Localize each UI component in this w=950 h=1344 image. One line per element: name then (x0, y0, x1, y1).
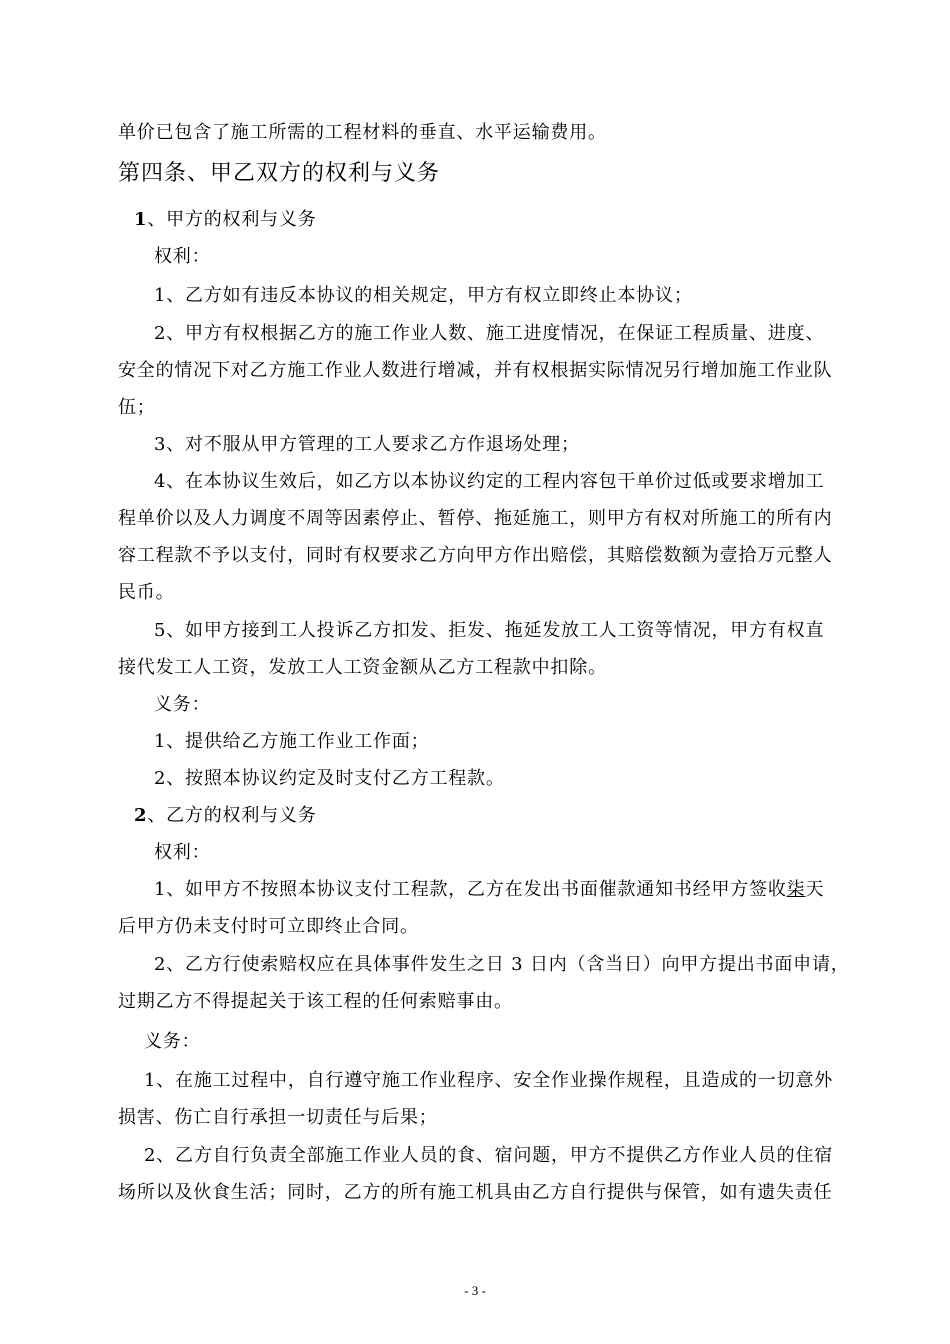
rights-label: 权利： (154, 842, 211, 863)
paragraph-line: 4、在本协议生效后，如乙方以本协议约定的工程内容包干单价过低或要求增加工 (154, 471, 825, 492)
paragraph-line: 场所以及伙食生活；同时，乙方的所有施工机具由乙方自行提供与保管，如有遗失责任 (118, 1182, 833, 1203)
paragraph-line: 安全的情况下对乙方施工作业人数进行增减，并有权根据实际情况另行增加施工作业队 (118, 360, 833, 381)
paragraph-line: 2、乙方自行负责全部施工作业人员的食、宿问题，甲方不提供乙方作业人员的住宿 (144, 1145, 834, 1166)
paragraph-line: 过期乙方不得提起关于该工程的任何索赔事由。 (118, 991, 513, 1012)
paragraph-line: 程单价以及人力调度不周等因素停止、暂停、拖延施工，则甲方有权对所施工的所有内 (118, 508, 833, 529)
paragraph-text: 1、如甲方不按照本协议支付工程款，乙方在发出书面催款通知书经甲方签收 (154, 879, 787, 900)
underlined-term: 柒 (786, 879, 806, 900)
paragraph-line: 接代发工人工资，发放工人工资金额从乙方工程款中扣除。 (118, 657, 607, 678)
paragraph-line: 容工程款不予以支付，同时有权要求乙方向甲方作出赔偿，其赔偿数额为壹拾万元整人 (118, 545, 833, 566)
section-heading: 第四条、甲乙双方的权利与义务 (118, 161, 441, 186)
paragraph-line: 5、如甲方接到工人投诉乙方扣发、拒发、拖延发放工人工资等情况，甲方有权直 (154, 620, 825, 641)
paragraph-line: 1、乙方如有违反本协议的相关规定，甲方有权立即终止本协议； (154, 285, 693, 306)
subsection-title-text: 、乙方的权利与义务 (147, 805, 317, 826)
paragraph-text: 天 (805, 879, 825, 900)
paragraph-line: 2、乙方行使索赔权应在具体事件发生之日 3 日内（含当日）向甲方提出书面申请， (154, 954, 850, 975)
subsection-number: 1 (134, 209, 148, 230)
paragraph-line: 3、对不服从甲方管理的工人要求乙方作退场处理； (154, 434, 580, 455)
duties-label: 义务： (144, 1031, 201, 1052)
rights-label: 权利： (154, 246, 211, 267)
paragraph-line: 单价已包含了施工所需的工程材料的垂直、水平运输费用。 (118, 122, 607, 143)
paragraph-line: 2、甲方有权根据乙方的施工作业人数、施工进度情况，在保证工程质量、进度、 (154, 323, 825, 344)
paragraph-line: 损害、伤亡自行承担一切责任与后果； (118, 1107, 438, 1128)
paragraph-line: 2、按照本协议约定及时支付乙方工程款。 (154, 768, 505, 789)
paragraph-line: 民币。 (118, 582, 175, 603)
subsection-title (134, 208, 854, 232)
subsection-title (134, 804, 854, 828)
paragraph-line: 1、在施工过程中，自行遵守施工作业程序、安全作业操作规程，且造成的一切意外 (144, 1070, 834, 1091)
paragraph-line (154, 878, 874, 902)
paragraph-line: 1、提供给乙方施工作业工作面； (154, 731, 430, 752)
subsection-title-text: 、甲方的权利与义务 (147, 209, 317, 230)
paragraph-line: 后甲方仍未支付时可立即终止合同。 (118, 916, 419, 937)
subsection-number: 2 (134, 805, 148, 826)
duties-label: 义务： (154, 694, 211, 715)
paragraph-line: 伍； (118, 397, 156, 418)
page-number: - 3 - (464, 1283, 486, 1298)
